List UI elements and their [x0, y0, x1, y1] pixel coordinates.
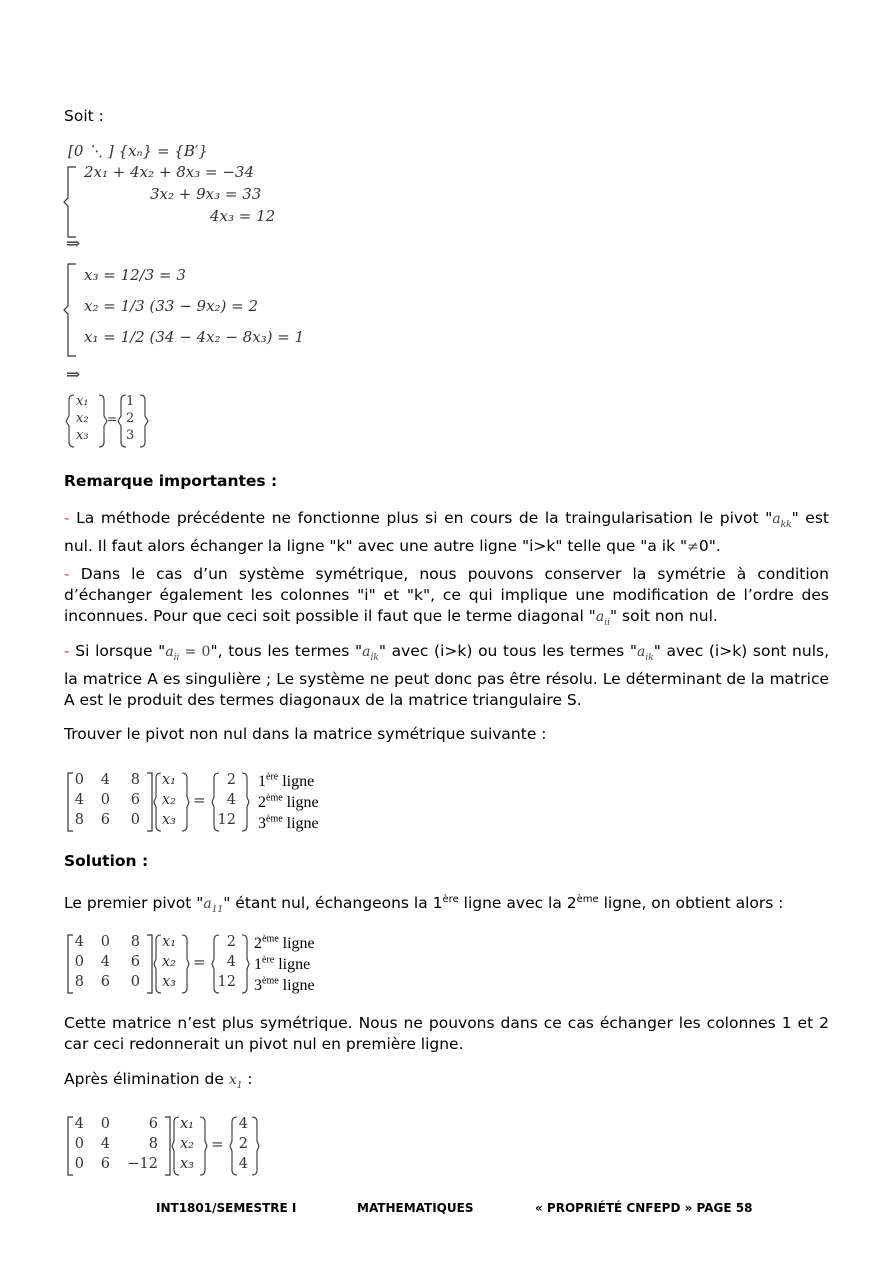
remark-text: 0". — [698, 536, 721, 555]
footer-course-code: INT1801/SEMESTRE I — [156, 1201, 297, 1215]
system-brace — [64, 166, 78, 238]
matrix-cell: 8 — [148, 1136, 158, 1152]
matrix-cell: 0 — [100, 792, 110, 808]
solution-x2: x₂ = 1/3 (33 − 9x₂) = 2 — [84, 297, 259, 315]
system-header: [0 ⋱ ] {xₙ} = {B′} — [68, 142, 208, 160]
matrix-cell: 4 — [100, 1136, 110, 1152]
footer-subject: MATHEMATIQUES — [357, 1201, 474, 1215]
task-text: Trouver le pivot non nul dans la matrice symétrique suivante : — [64, 725, 547, 743]
math-term: $a_{kk}$ — [772, 511, 792, 530]
matrix-cell: 0 — [100, 1116, 110, 1132]
matrix-cell: 8 — [74, 974, 84, 990]
vector-value: 1 — [126, 394, 135, 409]
remark-paragraph — [64, 564, 829, 634]
not-equal-symbol: ≠ — [687, 538, 699, 555]
matrix-cell: 0 — [74, 954, 84, 970]
rhs-value: 4 — [238, 1156, 248, 1172]
matrix-var: x₁ — [180, 1116, 194, 1132]
remark-text: Dans le cas d’un système symétrique, nous pouvons conserver la symétrie à condition d’échanger également les colonnes "i" et "k", ce qui implique une modification de l’ordre des inconnues. Pour que ceci soit possible il faut que le terme diagonal " — [64, 565, 829, 625]
matrix-cell: −12 — [127, 1156, 158, 1172]
intro-text: Soit : — [64, 107, 104, 125]
vector-var: x₃ — [76, 428, 89, 443]
row-label: 3ème ligne — [254, 975, 315, 994]
equals-sign: = — [107, 412, 118, 426]
solution-x3: x₃ = 12/3 = 3 — [84, 266, 186, 284]
matrix-cell: 8 — [130, 934, 140, 950]
matrix-cell: 8 — [74, 812, 84, 828]
remark-text: La méthode précédente ne fonctionne plus si en cours de la traingularisation le pivot " — [69, 509, 773, 527]
remark-text: " avec (i>k) ou tous les termes " — [378, 642, 637, 660]
math-term: $a_{ik}$ — [362, 644, 379, 663]
matrix-cell: 0 — [74, 1136, 84, 1152]
matrix-cell: 0 — [74, 772, 84, 788]
solution-brace — [64, 263, 78, 357]
matrix-cell: 0 — [130, 974, 140, 990]
math-term: $a_{ii} = 0$ — [165, 644, 211, 663]
rhs-value: 2 — [226, 934, 236, 950]
matrix-var: x₁ — [162, 934, 176, 950]
remark-text: " avec (i>k) sont nuls, la matrice A es singulière ; Le système ne peut donc pas être résolu. Le déterminant de la matrice A est le produit des termes diagonaux de la matrice triangulaire S. — [64, 642, 829, 709]
vector-var: x₂ — [76, 411, 89, 426]
matrix-cell: 0 — [130, 812, 140, 828]
matrix-cell: 6 — [100, 1156, 110, 1172]
matrix-var: x₂ — [162, 954, 176, 970]
rhs-value: 2 — [238, 1136, 248, 1152]
row-label: 1ère ligne — [254, 954, 311, 973]
remark-paragraph — [64, 508, 829, 558]
row-label: 3ème ligne — [258, 813, 319, 832]
row-label: 1ère ligne — [258, 771, 315, 790]
math-term: $x_1$ — [228, 1072, 243, 1091]
matrix-cell: 0 — [74, 1156, 84, 1172]
vector-var: x₁ — [76, 394, 89, 409]
bullet-dash: - — [64, 565, 70, 583]
equation-3: 4x₃ = 12 — [210, 207, 276, 225]
matrix-cell: 4 — [74, 1116, 84, 1132]
matrix-equation-1 — [66, 772, 346, 832]
matrix-cell: 6 — [100, 812, 110, 828]
remarks-title: Remarque importantes : — [64, 472, 278, 490]
matrix-cell: 4 — [74, 792, 84, 808]
matrix-cell: 6 — [130, 792, 140, 808]
matrix-cell: 6 — [130, 954, 140, 970]
equals-sign: = — [193, 953, 206, 971]
math-term: $a_{11}$ — [203, 896, 224, 915]
remark-text: Si lorsque " — [69, 642, 166, 660]
matrix-var: x₃ — [180, 1156, 194, 1172]
vector-value: 2 — [126, 411, 135, 426]
solution-title: Solution : — [64, 852, 149, 870]
math-term: $a_{ii}$ — [595, 609, 610, 628]
rhs-value: 4 — [226, 954, 236, 970]
matrix-cell: 0 — [100, 934, 110, 950]
remark-text: " soit non nul. — [609, 607, 718, 625]
remark-paragraph — [64, 641, 829, 711]
matrix-var: x₂ — [162, 792, 176, 808]
matrix-cell: 4 — [74, 934, 84, 950]
equals-sign: = — [193, 791, 206, 809]
remark-text: ", tous les termes " — [210, 642, 363, 660]
row-label: 2ème ligne — [258, 792, 319, 811]
footer-page-number: « PROPRIÉTÉ CNFEPD » PAGE 58 — [535, 1201, 753, 1215]
equation-1: 2x₁ + 4x₂ + 8x₃ = −34 — [84, 163, 255, 181]
matrix-cell: 4 — [100, 772, 110, 788]
equals-sign: = — [211, 1135, 224, 1153]
rhs-value: 2 — [226, 772, 236, 788]
paragraph: Après élimination de $x_1$ : — [64, 1070, 253, 1091]
matrix-var: x₁ — [162, 772, 176, 788]
matrix-cell: 8 — [130, 772, 140, 788]
solution-x1: x₁ = 1/2 (34 − 4x₂ − 8x₃) = 1 — [84, 328, 305, 346]
paragraph: Cette matrice n’est plus symétrique. Nous ne pouvons dans ce cas échanger les colonnes 1 et 2 car ceci redonnerait un pivot nul en première ligne. — [64, 1014, 829, 1053]
rhs-value: 4 — [238, 1116, 248, 1132]
matrix-var: x₃ — [162, 812, 176, 828]
bullet-dash: - — [64, 642, 70, 660]
matrix-var: x₃ — [162, 974, 176, 990]
matrix-cell: 6 — [100, 974, 110, 990]
rhs-value: 12 — [217, 974, 236, 990]
implies-arrow: ⇒ — [66, 365, 81, 385]
matrix-equation-2 — [66, 934, 346, 994]
matrix-equation-3 — [66, 1116, 286, 1176]
solution-paragraph: Le premier pivot "$a_{11}$" étant nul, échangeons la 1ère ligne avec la 2ème ligne, on obtient alors : — [64, 893, 784, 915]
equation-2: 3x₂ + 9x₃ = 33 — [150, 185, 262, 203]
rhs-value: 12 — [217, 812, 236, 828]
math-term: $a_{ik}$ — [636, 644, 654, 663]
vector-value: 3 — [126, 428, 135, 443]
matrix-cell: 4 — [100, 954, 110, 970]
bullet-dash: - — [64, 509, 70, 527]
row-label: 2ème ligne — [254, 933, 315, 952]
remark-text: " est nul. Il faut alors échanger la ligne "k" avec une autre ligne "i>k" telle que "a ik " — [64, 509, 829, 555]
rhs-value: 4 — [226, 792, 236, 808]
matrix-cell: 6 — [148, 1116, 158, 1132]
implies-arrow: ⇒ — [66, 234, 81, 254]
matrix-var: x₂ — [180, 1136, 194, 1152]
